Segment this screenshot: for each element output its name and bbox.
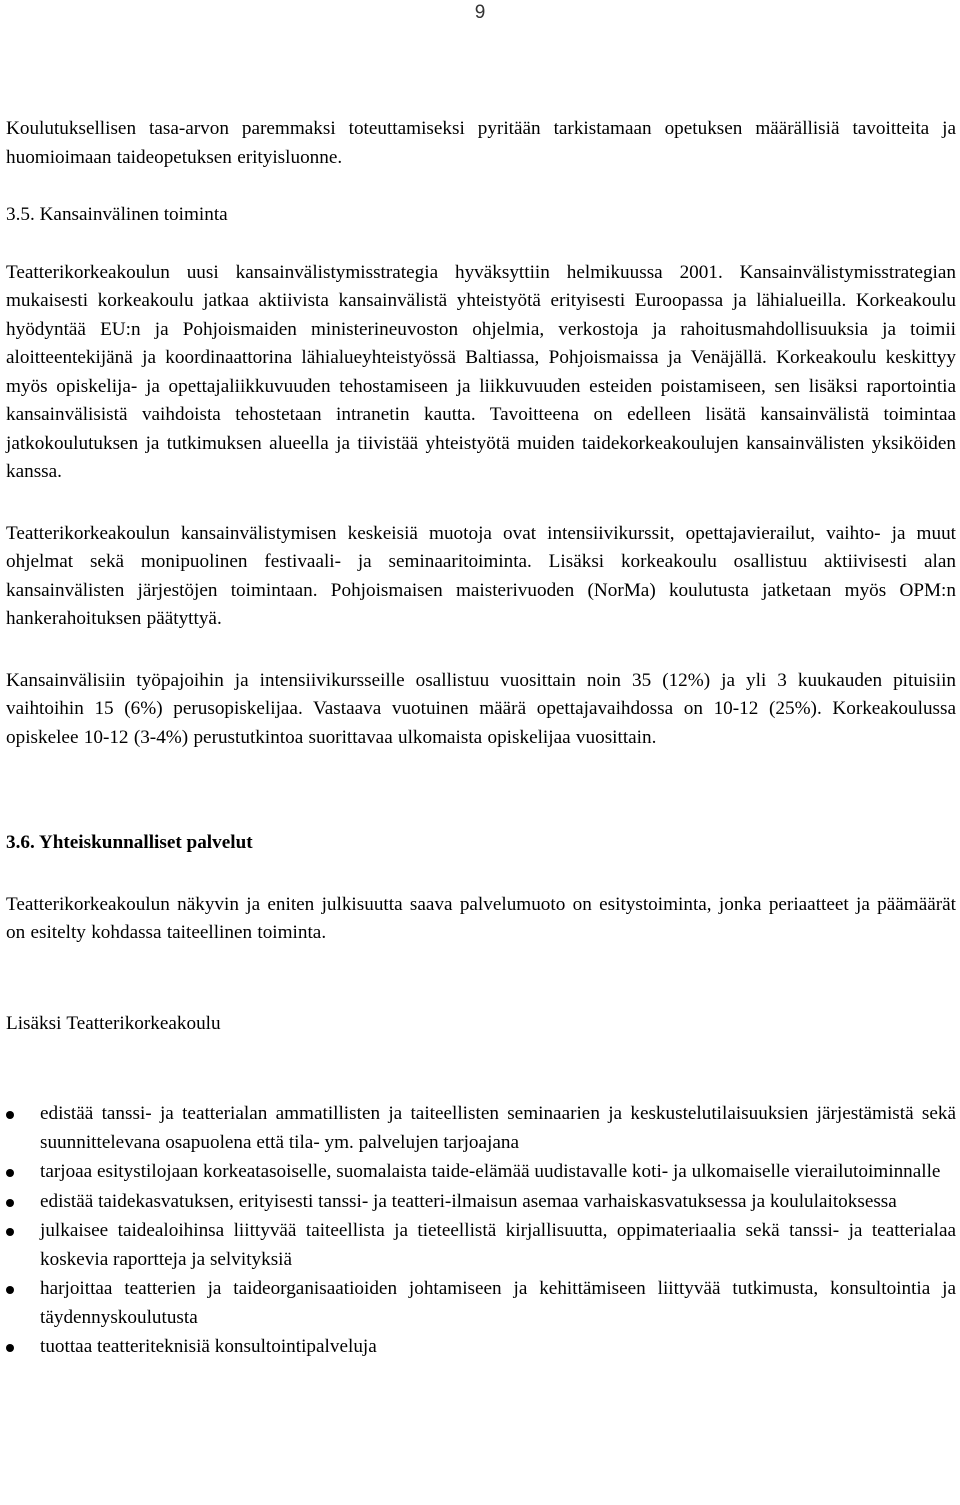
bullet-icon [6,1286,14,1294]
spacer [6,948,956,1010]
section-title: Kansainvälinen toiminta [39,204,228,225]
bullet-icon [6,1199,14,1207]
services-list [6,1100,956,1362]
list-item [6,1100,956,1157]
services-paragraph: Teatterikorkeakoulun näkyvin ja eniten julkisuutta saava palvelumuoto on esitystoiminta, jonka periaatteet ja päämäärät on esitelty kohdassa taiteellinen toiminta. [6,893,956,943]
section-number: 3.6. [6,832,35,853]
list-item-text: edistää tanssi- ja teatterialan ammatillisten ja taiteellisten seminaarien ja keskustelutilaisuuksien järjestämistä sekä suunnittelevana osapuolena että tila- ym. palvelujen tarjoajana [40,1103,956,1153]
intro-paragraph: Koulutuksellisen tasa-arvon paremmaksi toteuttamiseksi pyritään tarkistamaan opetuksen määrällisiä tavoitteita ja huomioimaan taideopetuksen erityisluonne. [6,118,956,168]
bullet-icon [6,1344,14,1352]
list-item-text: harjoittaa teatterien ja taideorganisaatioiden johtamiseen ja kehittämiseen liittyvää tutkimusta, konsultointia ja täydennyskoulutusta [40,1278,956,1328]
list-item [6,1188,956,1217]
spacer [6,858,956,891]
list-intro: Lisäksi Teatterikorkeakoulu [6,1012,221,1034]
list-item [6,1158,956,1187]
section-heading-3-5 [6,201,956,230]
international-strategy-paragraph: Teatterikorkeakoulun uusi kansainvälistymisstrategia hyväksyttiin helmikuussa 2001. Kansainvälistymisstrategian mukaisesti korkeakoulu jatkaa aktiivista kansainvälistä yhteistyötä erityisesti Euroopassa ja lähialueilla. Korkeakoulu hyödyntää EU:n ja Pohjoismaiden ministerineuvoston ohjelmia, verkostoja ja rahoitusmahdollisuuksia ja toimii aloitteentekijänä ja koordinaattorina lähialueyhteistyössä Baltiassa, Pohjoismaissa ja Venäjällä. Korkeakoulu keskittyy myös opiskelija- ja opettajaliikkuvuuden tehostamiseen ja liikkuvuuden esteiden poistamiseen, sen lisäksi raportointia kansainvälisistä vaihdoista tehostetaan intranetin kautta. Tavoitteena on edelleen lisätä kansainvälistä toimintaa jatkokoulutuksen ja tutkimuksen alueella ja tiivistää yhteistyötä muiden taidekorkeakoulujen kansainvälisten yksiköiden kanssa. [6,261,956,482]
list-item-text: tarjoaa esitystilojaan korkeatasoiselle, suomalaista taide-elämää uudistavalle koti- ja ulkomaiselle vierailutoiminnalle [40,1161,941,1182]
section-heading-3-6 [6,829,956,858]
list-item-text: julkaisee taidealoihinsa liittyvää taiteellista ja tieteellistä kirjallisuutta, oppimateriaalia sekä tanssi- ja teatterialaa koskevia raportteja ja selvityksiä [40,1220,956,1270]
spacer [6,752,956,829]
exchange-statistics-paragraph: Kansainvälisiin työpajoihin ja intensiivikursseille osallistuu vuosittain noin 35 (12%) ja yli 3 kuukauden pituisiin vaihtoihin 15 (6%) perusopiskelijaa. Vastaava vuotuinen määrä opettajavaihdossa on 10-12 (25%). Korkeakoulussa opiskelee 10-12 (3-4%) perustutkintoa suorittavaa ulkomaista opiskelijaa vuosittain. [6,669,956,748]
list-item [6,1217,956,1274]
spacer [6,230,956,259]
spacer [6,487,956,520]
bullet-icon [6,1169,14,1177]
internationalization-forms-paragraph: Teatterikorkeakoulun kansainvälistymisen keskeisiä muotoja ovat intensiivikurssit, opettajavierailut, vaihto- ja muut ohjelmat sekä monipuolinen festivaali- ja seminaaritoiminta. Lisäksi korkeakoulu osallistuu aktiivisesti alan kansainvälisten järjestöjen toimintaan. Pohjoismaisen maisterivuoden (NorMa) koulutusta jatketaan myös OPM:n hankerahoituksen päätyttyä. [6,522,956,629]
document-body [6,115,956,1363]
list-item [6,1333,956,1362]
spacer [6,172,956,201]
section-title: Yhteiskunnalliset palvelut [38,832,253,853]
spacer [6,1038,956,1100]
list-item [6,1275,956,1332]
bullet-icon [6,1228,14,1236]
list-item-text: edistää taidekasvatuksen, erityisesti tanssi- ja teatteri-ilmaisun asemaa varhaiskasvatuksessa ja koululaitoksessa [40,1190,897,1212]
section-number: 3.5. [6,204,35,225]
bullet-icon [6,1111,14,1119]
list-item-text: tuottaa teatteriteknisiä konsultointipalveluja [40,1336,377,1357]
page-number: 9 [474,2,486,23]
spacer [6,634,956,667]
